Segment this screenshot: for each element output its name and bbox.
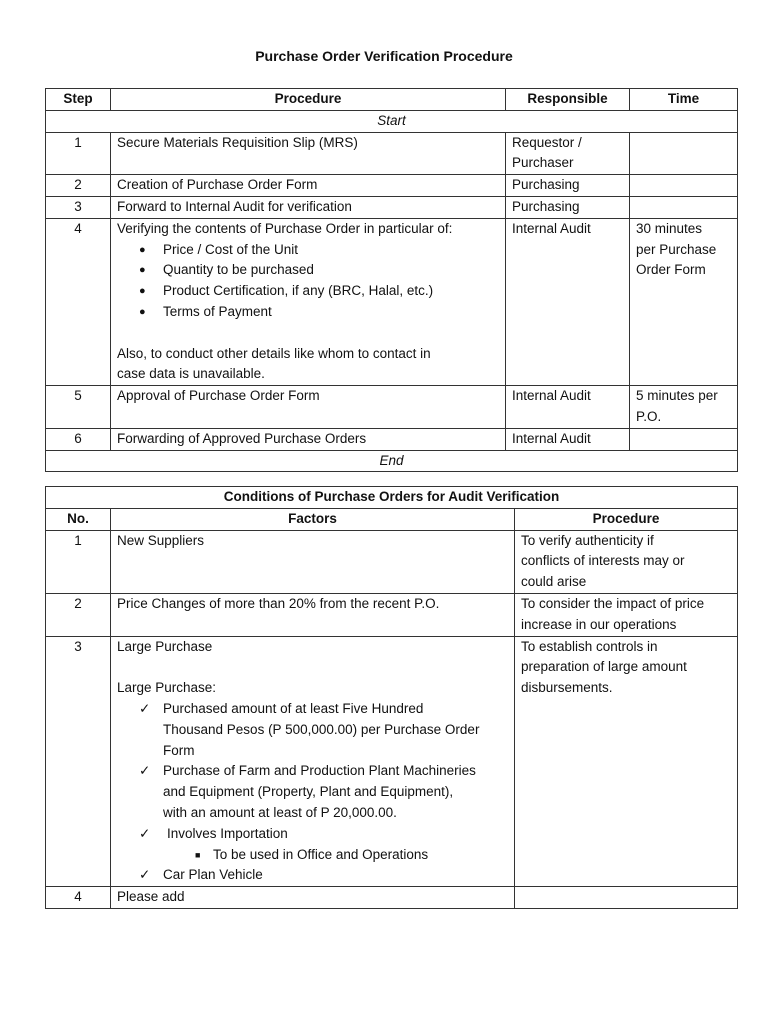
condition-procedure-text: To consider the impact of price	[521, 595, 705, 611]
header-step: Step	[46, 89, 111, 111]
large-purchase-check-list-end	[117, 865, 508, 886]
step-number: 4	[46, 218, 111, 385]
condition-procedure-text: To establish controls in	[521, 638, 658, 654]
time-text: P.O.	[636, 408, 662, 424]
conditions-table	[45, 486, 738, 909]
table-row	[46, 196, 738, 218]
list-item: ● Quantity to be purchased	[117, 260, 499, 281]
start-row	[46, 110, 738, 132]
header-responsible: Responsible	[506, 89, 630, 111]
condition-procedure-text: disbursements.	[521, 680, 613, 696]
time-text: 30 minutes	[636, 220, 703, 236]
factor-subtitle: Large Purchase:	[117, 680, 217, 696]
procedure-text: Approval of Purchase Order Form	[111, 386, 506, 429]
list-item: ● Terms of Payment	[117, 302, 499, 323]
procedure-table-header-row	[46, 89, 738, 111]
row-number: 2	[46, 593, 111, 636]
list-item: ✓ Involves Importation	[117, 824, 508, 845]
responsible-text: Purchasing	[506, 175, 630, 197]
step-number: 6	[46, 428, 111, 450]
step-number: 2	[46, 175, 111, 197]
verification-bullet-list	[117, 240, 499, 323]
table-row	[46, 218, 738, 385]
row-number: 1	[46, 530, 111, 593]
conditions-title-row	[46, 487, 738, 509]
step-number: 5	[46, 386, 111, 429]
condition-procedure-cell	[515, 636, 738, 887]
responsible-text: Internal Audit	[506, 218, 630, 385]
time-cell	[630, 218, 738, 385]
conditions-title: Conditions of Purchase Orders for Audit Verification	[46, 487, 738, 509]
end-row	[46, 450, 738, 472]
table-row	[46, 887, 738, 909]
header-procedure: Procedure	[515, 508, 738, 530]
table-row	[46, 428, 738, 450]
condition-procedure-text: conflicts of interests may or	[521, 553, 685, 569]
procedure-note: case data is unavailable.	[117, 366, 265, 382]
header-procedure: Procedure	[111, 89, 506, 111]
time-cell	[630, 132, 738, 175]
time-text: Order Form	[636, 262, 706, 278]
header-no: No.	[46, 508, 111, 530]
condition-procedure-text: To verify authenticity if	[521, 532, 654, 548]
document-title: Purchase Order Verification Procedure	[255, 48, 513, 64]
responsible-text: Requestor /	[512, 134, 582, 150]
factor-text: Please add	[111, 887, 515, 909]
time-cell	[630, 196, 738, 218]
table-row	[46, 530, 738, 593]
header-factors: Factors	[111, 508, 515, 530]
table-row	[46, 175, 738, 197]
time-cell	[630, 386, 738, 429]
time-cell	[630, 428, 738, 450]
checkmark-icon: ✓	[139, 700, 151, 716]
responsible-text: Internal Audit	[506, 386, 630, 429]
checkmark-icon: ✓	[139, 825, 151, 841]
start-label: Start	[46, 110, 738, 132]
list-item: ● Price / Cost of the Unit	[117, 240, 499, 261]
list-item: ● Product Certification, if any (BRC, Halal, etc.)	[117, 281, 499, 302]
time-text: per Purchase	[636, 241, 717, 257]
row-number: 4	[46, 887, 111, 909]
list-item: ✓ Purchase of Farm and Production Plant Machineries and Equipment (Property, Plant and Equipment), with an amount at least of P 20,000.00.	[139, 763, 476, 820]
condition-procedure-text: increase in our operations	[521, 616, 677, 632]
importation-sub-list	[117, 845, 508, 866]
procedure-text: Verifying the contents of Purchase Order in particular of:	[117, 220, 453, 236]
factor-cell	[111, 636, 515, 887]
condition-procedure-cell	[515, 593, 738, 636]
procedure-text: Creation of Purchase Order Form	[111, 175, 506, 197]
table-row	[46, 386, 738, 429]
row-number: 3	[46, 636, 111, 887]
responsible-text: Purchasing	[506, 196, 630, 218]
condition-procedure-text: preparation of large amount	[521, 659, 687, 675]
condition-procedure-text: could arise	[521, 574, 587, 590]
time-text: 5 minutes per	[636, 388, 718, 404]
table-row	[46, 132, 738, 175]
responsible-text: Internal Audit	[506, 428, 630, 450]
checkmark-icon: ✓	[139, 763, 151, 779]
table-row	[46, 636, 738, 887]
large-purchase-check-list	[117, 699, 508, 845]
table-row	[46, 593, 738, 636]
checkmark-icon: ✓	[139, 867, 151, 883]
conditions-header-row	[46, 508, 738, 530]
header-time: Time	[630, 89, 738, 111]
list-item: ✓ Purchased amount of at least Five Hundred Thousand Pesos (P 500,000.00) per Purchase Order Form	[139, 700, 480, 758]
time-cell	[630, 175, 738, 197]
procedure-text: Secure Materials Requisition Slip (MRS)	[111, 132, 506, 175]
procedure-note: Also, to conduct other details like whom to contact in	[117, 345, 431, 361]
procedure-text: Forwarding of Approved Purchase Orders	[111, 428, 506, 450]
factor-text: New Suppliers	[111, 530, 515, 593]
procedure-table	[45, 88, 738, 472]
responsible-cell	[506, 132, 630, 175]
end-label: End	[46, 450, 738, 472]
procedure-cell	[111, 218, 506, 385]
step-number: 3	[46, 196, 111, 218]
list-item: ✓ Car Plan Vehicle	[117, 865, 508, 886]
condition-procedure-text	[515, 887, 738, 909]
procedure-text: Forward to Internal Audit for verification	[111, 196, 506, 218]
responsible-text: Purchaser	[512, 155, 574, 171]
square-bullet-icon: ■	[195, 849, 201, 860]
factor-text: Large Purchase	[117, 638, 213, 654]
condition-procedure-cell	[515, 530, 738, 593]
factor-text: Price Changes of more than 20% from the recent P.O.	[111, 593, 515, 636]
step-number: 1	[46, 132, 111, 175]
list-item: ■ To be used in Office and Operations	[117, 845, 508, 866]
